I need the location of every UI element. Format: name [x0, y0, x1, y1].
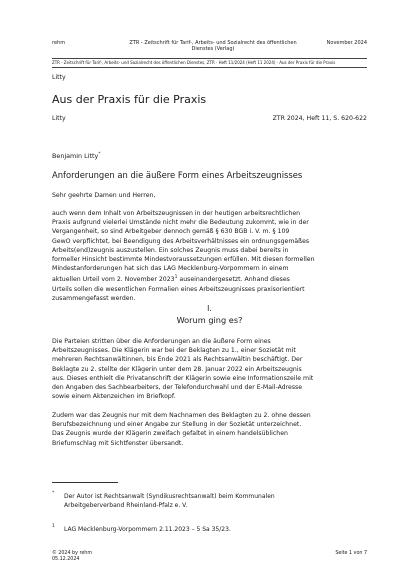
- intro-line: Mindestanforderungen hat sich das LAG Mecklenburg-Vorpommern in einem: [52, 265, 289, 273]
- running-head: Litty: [52, 74, 66, 81]
- citation-line: ZTR · Zeitschrift für Tarif-, Arbeits- und Sozialrecht des öffentlichen Dienstes, ZTR · Heft 11/2024 (Heft 11 2024) · Aus der Praxis für die Praxis: [52, 60, 336, 65]
- facts-paragraph-1: [52, 337, 367, 401]
- journal-title: [118, 40, 308, 52]
- reference-citation: ZTR 2024, Heft 11, S. 620-622: [272, 115, 367, 122]
- footnote-rule: [52, 482, 118, 483]
- intro-line: zusammengefasst werden.: [52, 294, 136, 302]
- footnote-line: Arbeitgeberverband Rheinland-Pfalz e. V.: [64, 502, 188, 509]
- intro-line: Arbeits(end)zeugnis auszustellen. Ein solches Zeugnis muss dabei bereits in: [52, 246, 289, 254]
- intro-paragraph: [52, 209, 367, 303]
- intro-line: formeller Hinsicht bestimmte Mindestvoraussetzungen erfüllen. Mit diesen formellen: [52, 256, 315, 264]
- article-title: Anforderungen an die äußere Form eines Arbeitszeugnisses: [52, 170, 303, 180]
- journal-title-line2: Dienstes (Verlag): [191, 46, 235, 52]
- footnote-marker: 1: [52, 524, 55, 529]
- footnote-line: Der Autor ist Rechtsanwalt (Syndikusrechtsanwalt) beim Kommunalen: [64, 493, 275, 500]
- para1-line: sowie einem Aktenzeichen im Briefkopf.: [52, 393, 176, 401]
- intro-line: Vergangenheit, so sind Arbeitgeber dennoch gemäß § 630 BGB i. V. m. § 109: [52, 228, 290, 236]
- intro-line: [52, 273, 367, 284]
- para2-line: Berufsbezeichnung und einer Angabe zur Stellung in der Sozietät unterzeichnet.: [52, 421, 302, 429]
- author-name: [52, 151, 101, 160]
- reference-row: [52, 115, 367, 123]
- reference-author: Litty: [52, 115, 66, 122]
- footer-copyright: © 2024 by rehm: [52, 551, 92, 556]
- para2-line: Das Zeugnis wurde der Klägerin zweifach gefaltet in einem handelsüblichen: [52, 430, 288, 438]
- chapter-number: I.: [207, 304, 212, 313]
- para1-line: mehreren Rechtsanwältinnen, bis Ende 2021 als Rechtsanwältin beschäftigt. Der: [52, 356, 303, 364]
- footer-date: 05.12.2024: [52, 557, 80, 562]
- page-number: Seite 1 von 7: [335, 551, 367, 556]
- para1-line: den Angaben des Sachbearbeiters, der Telefondurchwahl und der E-Mail-Adresse: [52, 384, 303, 392]
- intro-line: GewO verpflichtet, bei Beendigung des Arbeitsverhältnisses ein ordnungsgemäßes: [52, 237, 310, 245]
- para1-line: Arbeitszeugnisses. Die Klägerin war bei der Beklagten zu 1., einer Sozietät mit: [52, 347, 296, 355]
- intro-line: Praxis aufgrund vielerlei Umstände nicht mehr die Bedeutung zukommt, wie in der: [52, 219, 309, 227]
- para1-line: Die Parteien stritten über die Anforderungen an die äußere Form eines: [52, 338, 271, 345]
- author-footnote-marker: *: [98, 152, 101, 157]
- intro-line: Urteils sollen die wesentlichen Formalien eines Arbeitszeugnisses praxisorientiert: [52, 285, 305, 293]
- header-rule-top: [52, 58, 367, 59]
- journal-title-line1: ZTR - Zeitschrift für Tarif-, Arbeits- und Sozialrecht des öffentlichen: [129, 40, 297, 46]
- facts-paragraph-2: [52, 411, 367, 448]
- author-name-text: Benjamin Litty: [52, 152, 99, 160]
- section-title: Aus der Praxis für die Praxis: [52, 93, 207, 106]
- issue-date: November 2024: [326, 40, 367, 46]
- publisher-name: rehm: [52, 40, 66, 46]
- para1-line: Beklagte zu 2. stellte der Klägerin unter dem 28. Januar 2022 ein Arbeitszeugnis: [52, 365, 302, 373]
- para2-line: Briefumschlag mit Sichtfenster übersandt.: [52, 439, 184, 447]
- chapter-title: Worum ging es?: [176, 315, 243, 325]
- para2-line: Zudem war das Zeugnis nur mit dem Nachnamen des Beklagten zu 2. ohne dessen: [52, 412, 311, 419]
- para1-line: aus. Dieses enthielt die Privatanschrift der Klägerin sowie eine Informationszeile mit: [52, 374, 314, 382]
- footnote-line: LAG Mecklenburg-Vorpommern 2.11.2023 – 5 Sa 35/23.: [64, 526, 231, 533]
- salutation: Sehr geehrte Damen und Herren,: [52, 192, 156, 199]
- footnote-marker-1[interactable]: 1: [174, 275, 178, 281]
- footnote-marker: *: [52, 491, 55, 496]
- header-rule-bottom: [52, 67, 367, 68]
- intro-line: auch wenn dem Inhalt von Arbeitszeugnissen in der heutigen arbeitsrechtlichen: [52, 210, 301, 217]
- intro-line8-before: aktuellen Urteil vom 2. November 2023: [52, 276, 175, 284]
- footer-left: [52, 551, 92, 563]
- intro-line8-after: auseinandergesetzt. Anhand dieses: [177, 276, 290, 284]
